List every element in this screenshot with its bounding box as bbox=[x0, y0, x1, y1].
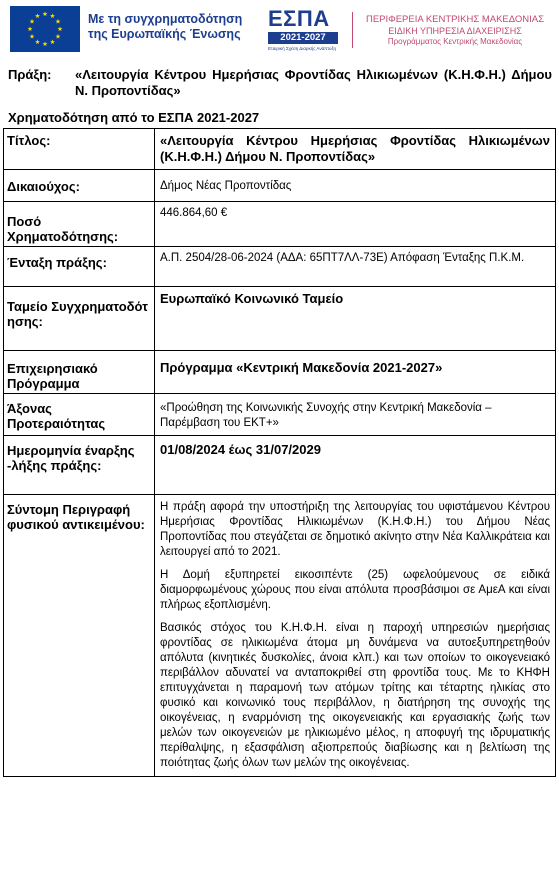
fund-label-text: Ταμείο Συγχρηματοδότησης: bbox=[7, 299, 148, 329]
inclusion-value: Α.Π. 2504/28-06-2024 (ΑΔΑ: 65ΠΤ7ΛΛ-73Ε) Απόφαση Ένταξης Π.Κ.Μ. bbox=[155, 247, 556, 287]
funding-heading: Χρηματοδότηση από το ΕΣΠΑ 2021-2027 bbox=[8, 110, 260, 125]
region-line2: ΕΙΔΙΚΗ ΥΠΗΡΕΣΙΑ ΔΙΑΧΕΙΡΙΣΗΣ bbox=[388, 26, 522, 36]
description-value bbox=[155, 495, 556, 777]
page-header bbox=[0, 0, 559, 60]
espa-tagline: Εταιρική Σχέση Διαρκής Ανάπτυξη bbox=[268, 46, 337, 51]
region-line3: Προγράμματος Κεντρικής Μακεδονίας bbox=[387, 37, 523, 46]
table-row bbox=[4, 247, 556, 287]
amount-value: 446.864,60 € bbox=[155, 202, 556, 247]
title-value: «Λειτουργία Κέντρου Ημερήσιας Φροντίδας Ηλικιωμένων (Κ.Η.Φ.Η.) Δήμου Ν. Προποντίδας» bbox=[155, 129, 556, 170]
table-row bbox=[4, 394, 556, 436]
dates-label: Ημερομηνία έναρξης -λήξης πράξης: bbox=[4, 436, 155, 495]
espa-word: ΕΣΠΑ bbox=[268, 6, 330, 31]
project-title: «Λειτουργία Κέντρου Ημερήσιας Φροντίδας Ηλικιωμένων (Κ.Η.Φ.Η.) Δήμου Ν. Προποντίδας» bbox=[75, 67, 552, 98]
fund-value: Ευρωπαϊκό Κοινωνικό Ταμείο bbox=[155, 287, 556, 351]
inclusion-label: Ένταξη πράξης: bbox=[4, 247, 155, 287]
project-label: Πράξη: bbox=[8, 67, 52, 82]
program-value: Πρόγραμμα «Κεντρική Μακεδονία 2021-2027» bbox=[155, 351, 556, 394]
espa-years: 2021-2027 bbox=[268, 32, 338, 44]
table-row bbox=[4, 202, 556, 247]
description-paragraph-1: Η πράξη αφορά την υποστήριξη της λειτουργίας του υφιστάμενου Κέντρου Ημερήσιας Φροντίδας Ηλικιωμένων (Κ.Η.Φ.Η.) του Δήμου Νέας Προποντίδας που στεγάζεται σε δημοτικό ακίνητο στην Νέα Καλλικράτεια και λειτουργεί από το 2021. bbox=[160, 501, 550, 558]
table-row bbox=[4, 129, 556, 170]
espa-logo bbox=[268, 6, 340, 52]
region-logo-text bbox=[360, 14, 550, 47]
table-row bbox=[4, 287, 556, 351]
description-paragraph-3: Βασικός στόχος του Κ.Η.Φ.Η. είναι η παροχή υπηρεσιών ημερήσιας φροντίδας σε ηλικιωμένα άτομα μη δυνάμενα να αυτοεξυπηρετηθούν απόλυτα (κινητικές δυσκολίες, άνοια κλπ.) και των οποίων το οικογενειακό περιβάλλον αδυνατεί να ανταποκριθεί στη φροντίδα τους. Με το ΚΗΦΗ επιτυγχάνεται η παραμονή των ατόμων τρίτης και τέταρτης ηλικίας στο φυσικό και κοινωνικό τους περιβάλλον, η διατήρηση της συνοχής της οικογένειας, η εναρμόνιση της οικογενειακής και εργασιακής ζωής των μελών των οικογενειών με ηλικιωμένο μέλος, η αποφυγή της ιδρυματικής περίθαλψης, η εξασφάλιση αξιοπρεπούς διαβίωσης και η βελτίωση της ποιότητας ζωής όλων των μελών της οικογένειας. bbox=[160, 622, 550, 769]
eu-cofunding-text bbox=[88, 12, 258, 42]
table-row bbox=[4, 436, 556, 495]
region-line1: ΠΕΡΙΦΕΡΕΙΑ ΚΕΝΤΡΙΚΗΣ ΜΑΚΕΔΟΝΙΑΣ bbox=[365, 14, 545, 25]
title-label: Τίτλος: bbox=[4, 129, 155, 170]
dates-value: 01/08/2024 έως 31/07/2029 bbox=[155, 436, 556, 495]
amount-label: Ποσό Χρηματοδότησης: bbox=[4, 202, 155, 247]
project-info-table bbox=[3, 128, 556, 777]
table-row bbox=[4, 170, 556, 202]
eu-flag-icon bbox=[10, 6, 80, 52]
description-label: Σύντομη Περιγραφή φυσικού αντικειμένου: bbox=[4, 495, 155, 777]
beneficiary-value: Δήμος Νέας Προποντίδας bbox=[155, 170, 556, 202]
eu-text-line2: της Ευρωπαϊκής Ένωσης bbox=[88, 27, 241, 41]
program-label: Επιχειρησιακό Πρόγραμμα bbox=[4, 351, 155, 394]
priority-value: «Προώθηση της Κοινωνικής Συνοχής στην Κεντρική Μακεδονία – Παρέμβαση του ΕΚΤ+» bbox=[155, 394, 556, 436]
priority-label: Άξονας Προτεραιότητας bbox=[4, 394, 155, 436]
fund-label bbox=[4, 287, 155, 351]
table-row bbox=[4, 495, 556, 777]
project-title-block bbox=[8, 67, 552, 99]
table-row bbox=[4, 351, 556, 394]
header-divider bbox=[352, 12, 353, 48]
eu-text-line1: Με τη συγχρηματοδότηση bbox=[88, 12, 243, 26]
description-paragraph-2: Η Δομή εξυπηρετεί εικοσιπέντε (25) ωφελούμενους σε ειδικά διαμορφωμένους χώρους που είναι απόλυτα προσβάσιμοι σε ΑμεΑ και είναι πλήρως εξοπλισμένη. bbox=[160, 569, 550, 611]
beneficiary-label: Δικαιούχος: bbox=[4, 170, 155, 202]
